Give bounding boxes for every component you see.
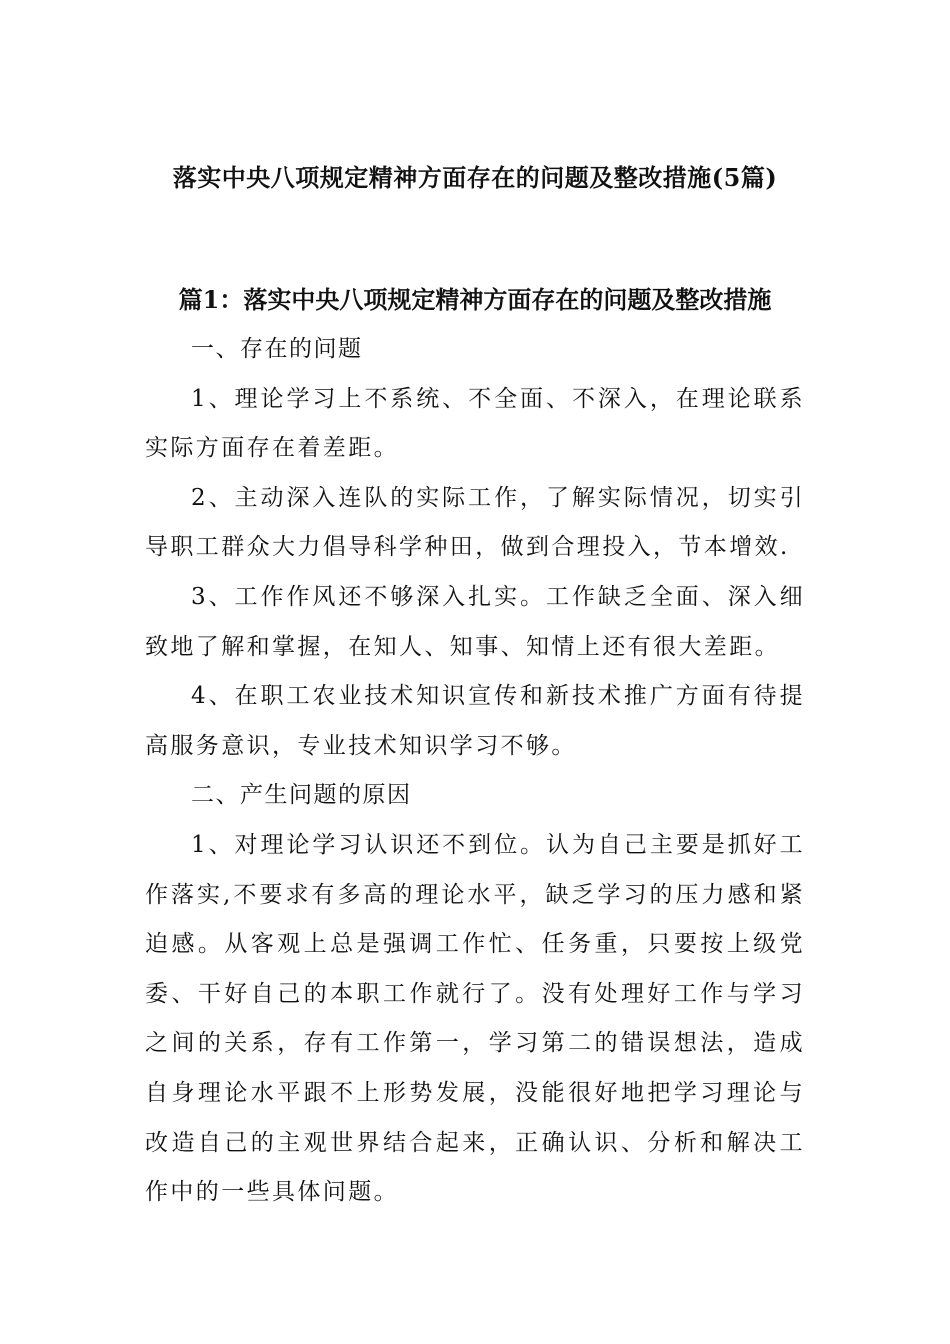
section-heading-problems: 一、存在的问题 (191, 336, 363, 362)
section-heading-causes: 二、产生问题的原因 (191, 782, 412, 809)
paragraph-cause-1: 1、对理论学习认识还不到位。认为自己主要是抓好工作落实,不要求有多高的理论水平，缺乏学习的压力感和紧迫感。从客观上总是强调工作忙、任务重，只要按上级党委、干好自己的本职工作就行了。没有处理好工作与学习之间的关系，存有工作第一，学习第二的错误想法，造成自身理论水平跟不上形势发展，没能很好地把学习理论与改造自己的主观世界结合起来，正确认识、分析和解决工作中的一些具体问题。 (145, 831, 805, 1206)
article-body (145, 275, 805, 1218)
paragraph-problem-1: 1、理论学习上不系统、不全面、不深入，在理论联系实际方面存在着差距。 (145, 385, 805, 462)
article-title: 篇1：落实中央八项规定精神方面存在的问题及整改措施 (178, 285, 772, 314)
document-title: 落实中央八项规定精神方面存在的问题及整改措施(5篇) (172, 163, 778, 192)
paragraph-problem-4: 4、在职工农业技术知识宣传和新技术推广方面有待提高服务意识，专业技术知识学习不够。 (145, 683, 805, 759)
paragraph-problem-2: 2、主动深入连队的实际工作，了解实际情况，切实引导职工群众大力倡导科学种田，做到合理投入，节本增效. (145, 484, 805, 561)
paragraph-problem-3: 3、工作作风还不够深入扎实。工作缺乏全面、深入细致地了解和掌握，在知人、知事、知情上还有很大差距。 (145, 583, 805, 660)
